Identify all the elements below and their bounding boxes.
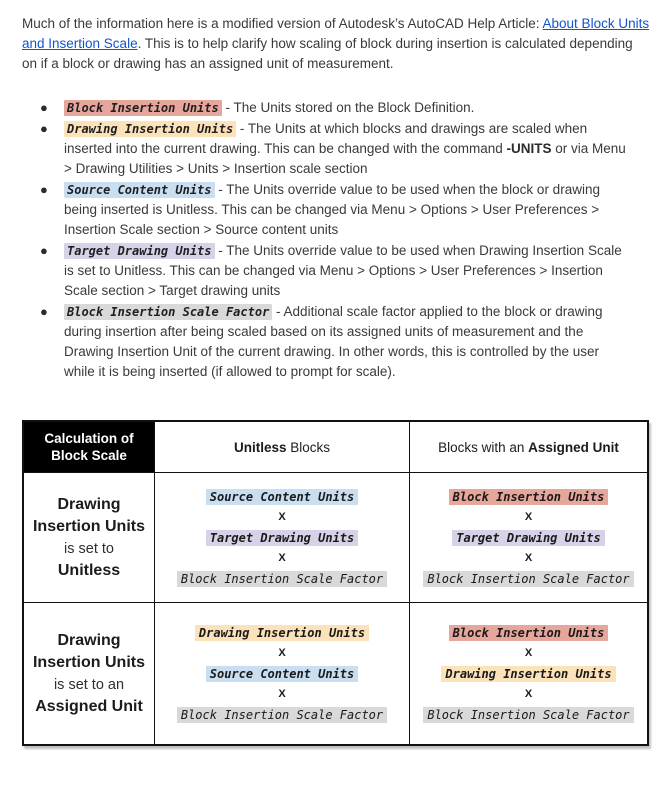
formula-term: Block Insertion Units (449, 625, 609, 641)
term-highlight-block-insertion-units: Block Insertion Units (64, 100, 222, 116)
table-header-calculation-of-block-scale (24, 422, 154, 472)
row-label-bold: Unitless (57, 561, 121, 579)
intro-text-after: . This is to help clarify how scaling of block during insertion is calculated depending on if a block or drawing has an assigned unit of measurement. (22, 36, 633, 71)
bullet-item-block-insertion-scale-factor (40, 302, 630, 382)
formula-term: Block Insertion Units (449, 489, 609, 505)
multiply-operator: X (524, 687, 533, 700)
formula-term: Block Insertion Scale Factor (423, 707, 633, 723)
article-link[interactable]: About Block Units and Insertion Scale (22, 16, 650, 51)
table-header-blocks-with-assigned-unit (409, 422, 647, 472)
bullet-item-drawing-insertion-units (40, 119, 630, 179)
table-header-unitless-blocks (154, 422, 409, 472)
row-label-bold: Drawing Insertion Units (32, 631, 145, 671)
term-highlight-target-drawing-units: Target Drawing Units (64, 243, 215, 259)
row-label-bold: Assigned Unit (35, 697, 143, 715)
bullet-marker: ● (40, 243, 48, 258)
formula-term: Block Insertion Scale Factor (177, 707, 387, 723)
bullet-marker: ● (40, 182, 48, 197)
multiply-operator: X (524, 646, 533, 659)
header-bold-text: Unitless (233, 439, 287, 455)
header-regular-text: Blocks (286, 439, 331, 455)
bullet-item-block-insertion-units (40, 98, 630, 118)
row-label-set-to-assigned-unit (24, 602, 154, 744)
header-label: Calculation of Block Scale (44, 431, 134, 463)
formula-cell-unitless-row1 (154, 472, 409, 602)
formula-term: Source Content Units (206, 666, 359, 682)
bullet-text: - The Units override value to be used when Drawing Insertion Scale is set to Unitless. This can be changed via Menu > Options > User Preferences > Insertion Scale section > Target drawing units (64, 243, 622, 298)
bullet-item-source-content-units (40, 180, 630, 240)
header-label (234, 440, 330, 455)
multiply-operator: X (278, 551, 286, 564)
multiply-operator: X (278, 687, 286, 700)
header-bold-text: Assigned Unit (528, 439, 619, 455)
row-label-bold: Drawing Insertion Units (32, 495, 145, 535)
intro-paragraph (22, 14, 650, 74)
bullet-text: - The Units stored on the Block Definition. (221, 100, 475, 115)
formula-cell-unitless-row2 (154, 602, 409, 744)
formula-term: Drawing Insertion Units (441, 666, 615, 682)
row-label-set-to-unitless (24, 472, 154, 602)
multiply-operator: X (524, 551, 533, 564)
header-label (438, 440, 619, 455)
bullet-text: - The Units override value to be used when the block or drawing being inserted is Unitless. This can be changed via Menu > Options > User Preferences > Insertion Scale section > Source content units (64, 182, 600, 237)
formula-term: Target Drawing Units (206, 530, 359, 546)
term-highlight-source-content-units: Source Content Units (64, 182, 215, 198)
bullet-marker: ● (40, 304, 48, 319)
multiply-operator: X (524, 510, 533, 523)
units-command-text: -UNITS (506, 141, 552, 156)
formula-term: Drawing Insertion Units (195, 625, 369, 641)
formula-term: Block Insertion Scale Factor (177, 571, 387, 587)
bullet-text: - The Units at which blocks and drawings are scaled when inserted into the current drawing. This can be changed with the command (64, 121, 588, 156)
formula-cell-assigned-row1 (409, 472, 647, 602)
row-label-regular: is set to an (53, 676, 125, 693)
bullet-item-target-drawing-units (40, 241, 630, 301)
formula-term: Target Drawing Units (452, 530, 605, 546)
intro-text-before: Much of the information here is a modified version of Autodesk’s AutoCAD Help Article: (22, 16, 543, 31)
bullet-text: or via Menu > Drawing Utilities > Units > Insertion scale section (64, 141, 626, 176)
block-scale-calculation-table (22, 420, 649, 746)
formula-cell-assigned-row2 (409, 602, 647, 744)
header-regular-text: Blocks with an (438, 439, 529, 455)
bullet-text: - Additional scale factor applied to the block or drawing during insertion after being scaled based on its assigned units of measurement and the Drawing Insertion Unit of the current drawing. In other words, this is controlled by the user while it is being inserted (if allowed to prompt for scale). (64, 304, 603, 379)
multiply-operator: X (278, 646, 286, 659)
formula-term: Source Content Units (206, 489, 359, 505)
formula-term: Block Insertion Scale Factor (423, 571, 633, 587)
multiply-operator: X (278, 510, 286, 523)
definitions-bullet-list (22, 98, 630, 382)
term-highlight-block-insertion-scale-factor: Block Insertion Scale Factor (64, 304, 272, 320)
row-label-regular: is set to (64, 540, 114, 557)
bullet-marker: ● (40, 121, 48, 136)
term-highlight-drawing-insertion-units: Drawing Insertion Units (64, 121, 236, 137)
bullet-marker: ● (40, 100, 48, 115)
